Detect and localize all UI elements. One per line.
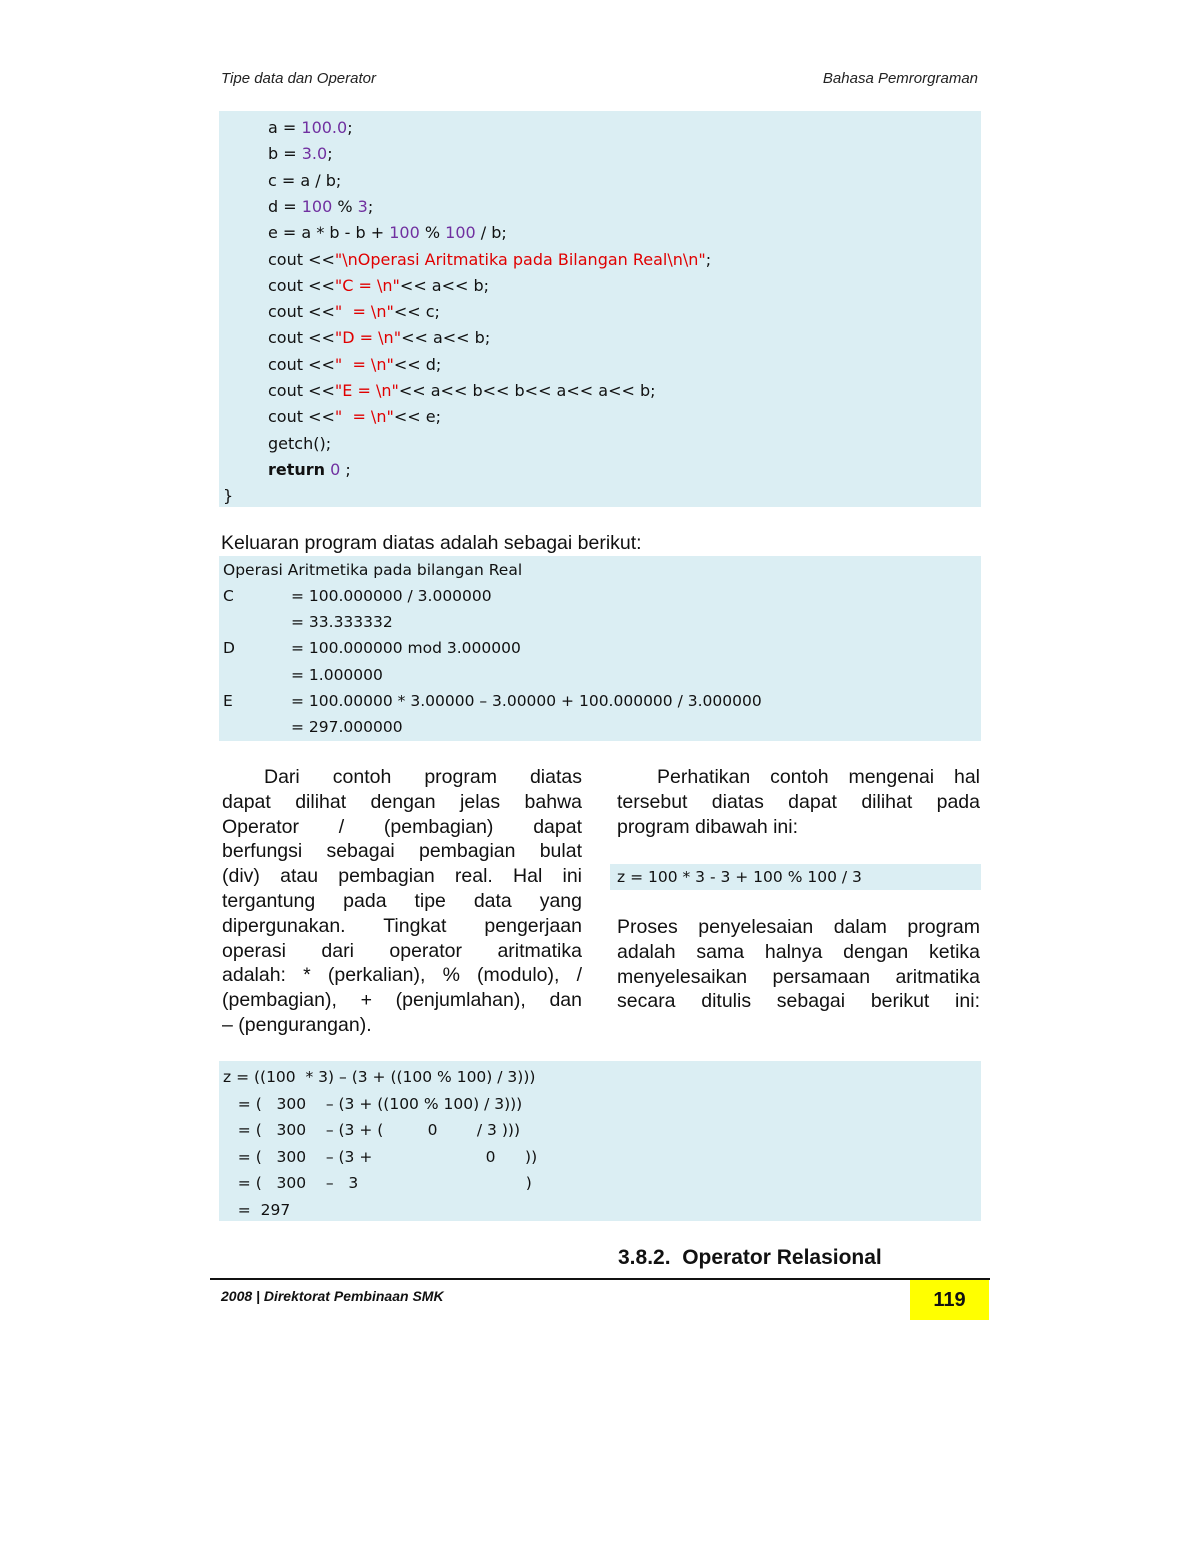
footer-rule bbox=[210, 1278, 990, 1280]
page-header-left: Tipe data dan Operator bbox=[221, 70, 376, 87]
code-token: getch(); bbox=[268, 433, 332, 453]
code-line bbox=[268, 352, 441, 378]
output-row-value: = 297.000000 bbox=[291, 718, 403, 736]
output-row-value: = 100.000000 mod 3.000000 bbox=[291, 639, 521, 658]
evaluation-line: = ( 300 – (3 + ((100 % 100) / 3))) bbox=[223, 1094, 523, 1113]
evaluation-line: = ( 300 – (3 + ( 0 / 3 ))) bbox=[223, 1121, 520, 1140]
code-token: b = bbox=[268, 144, 302, 164]
code-token: ; bbox=[705, 249, 712, 269]
page-number: 119 bbox=[910, 1280, 989, 1320]
code-line bbox=[268, 404, 441, 430]
code-line bbox=[268, 115, 353, 141]
code-token: c = a / b; bbox=[268, 170, 342, 190]
expression-text: z = 100 * 3 - 3 + 100 % 100 / 3 bbox=[617, 868, 862, 886]
code-token: % bbox=[419, 223, 446, 243]
code-token: "\nOperasi Aritmatika pada Bilangan Real\n\n" bbox=[334, 249, 706, 269]
code-token: cout << bbox=[268, 275, 335, 295]
footer-left: 2008 | Direktorat Pembinaan SMK bbox=[221, 1288, 444, 1304]
expression-box bbox=[610, 864, 981, 890]
paragraph-line: dipergunakan. Tingkat pengerjaan bbox=[222, 914, 582, 937]
code-token: 100 bbox=[301, 196, 333, 216]
code-token: d = bbox=[268, 196, 302, 216]
code-line bbox=[268, 431, 331, 457]
code-token: << a<< b; bbox=[399, 275, 490, 295]
code-line bbox=[268, 457, 351, 483]
code-token: ; bbox=[327, 144, 333, 164]
output-row-value: = 100.00000 * 3.00000 – 3.00000 + 100.000000 / 3.000000 bbox=[291, 691, 762, 710]
evaluation-line: = ( 300 – (3 + 0 )) bbox=[223, 1147, 538, 1166]
code-line bbox=[268, 194, 373, 220]
code-token: 3 bbox=[357, 196, 368, 216]
output-row-label: C bbox=[223, 587, 234, 605]
section-heading: 3.8.2. Operator Relasional bbox=[618, 1246, 882, 1269]
output-row-value: = 100.000000 / 3.000000 bbox=[291, 587, 492, 605]
paragraph-line: dapat dilihat dengan jelas bahwa bbox=[222, 790, 582, 813]
output-intro: Keluaran program diatas adalah sebagai berikut: bbox=[221, 532, 642, 554]
code-token: "C = \n" bbox=[334, 275, 400, 295]
code-line bbox=[268, 299, 440, 325]
code-token: << a<< b; bbox=[401, 328, 491, 348]
code-token: e = a * b - b + bbox=[268, 223, 390, 243]
code-token: " = \n" bbox=[334, 407, 394, 427]
paragraph-line: Operator / (pembagian) dapat bbox=[222, 815, 582, 838]
code-token: 100 bbox=[389, 223, 420, 243]
paragraph-line: – (pengurangan). bbox=[222, 1013, 372, 1036]
right-column-intro bbox=[617, 765, 980, 839]
code-token: "D = \n" bbox=[334, 328, 402, 348]
page-header-right: Bahasa Pemrorgraman bbox=[822, 70, 978, 87]
output-row-label: D bbox=[223, 639, 235, 658]
left-column-paragraph bbox=[222, 765, 582, 1038]
code-line bbox=[268, 325, 490, 351]
paragraph-line: Perhatikan contoh mengenai hal bbox=[657, 766, 980, 788]
code-token: cout << bbox=[268, 302, 335, 322]
code-token: cout << bbox=[268, 381, 335, 400]
code-token: % bbox=[332, 196, 358, 216]
code-token: 3.0 bbox=[301, 144, 328, 164]
paragraph-line: program dibawah ini: bbox=[617, 815, 799, 838]
code-token: cout << bbox=[268, 249, 335, 269]
paragraph-line: menyelesaikan persamaan aritmatika bbox=[617, 965, 980, 988]
code-line bbox=[268, 220, 507, 246]
paragraph-line: adalah: * (perkalian), % (modulo), / bbox=[222, 964, 582, 987]
code-token: 100.0 bbox=[301, 118, 348, 137]
paragraph-line: secara ditulis sebagai berikut ini: bbox=[617, 990, 980, 1013]
paragraph-line: operasi dari operator aritmatika bbox=[222, 939, 582, 962]
code-token: << c; bbox=[393, 302, 440, 322]
code-token: " = \n" bbox=[334, 302, 394, 322]
code-block bbox=[219, 111, 981, 507]
evaluation-block bbox=[219, 1061, 981, 1221]
right-column-explanation bbox=[617, 915, 980, 1014]
code-token: ; bbox=[340, 459, 351, 479]
paragraph-line: (div) atau pembagian real. Hal ini bbox=[222, 865, 582, 888]
output-row-value: = 33.333332 bbox=[291, 613, 393, 632]
code-token: cout << bbox=[268, 407, 335, 427]
code-token: " = \n" bbox=[334, 354, 394, 374]
paragraph-line: tersebut diatas dapat dilihat pada bbox=[617, 790, 980, 813]
evaluation-line: z = ((100 * 3) – (3 + ((100 % 100) / 3))) bbox=[223, 1068, 536, 1086]
code-line bbox=[268, 247, 711, 273]
code-line bbox=[268, 141, 333, 167]
code-line bbox=[268, 168, 341, 194]
code-token: << a<< b<< b<< a<< a<< b; bbox=[398, 381, 656, 400]
paragraph-line: Proses penyelesaian dalam program bbox=[617, 916, 980, 938]
code-token: ; bbox=[367, 196, 374, 216]
code-token: 100 bbox=[445, 223, 476, 243]
code-token: cout << bbox=[268, 328, 335, 348]
paragraph-line: berfungsi sebagai pembagian bulat bbox=[222, 840, 582, 863]
output-title: Operasi Aritmetika pada bilangan Real bbox=[223, 561, 523, 579]
code-token: cout << bbox=[268, 354, 335, 374]
code-token: << e; bbox=[393, 407, 441, 427]
code-token: "E = \n" bbox=[334, 381, 399, 400]
code-token: / b; bbox=[475, 223, 507, 243]
code-token: ; bbox=[347, 118, 353, 137]
evaluation-line: = ( 300 – 3 ) bbox=[223, 1174, 532, 1193]
paragraph-line: tergantung pada tipe data yang bbox=[222, 889, 582, 912]
code-line bbox=[268, 273, 489, 299]
code-line bbox=[268, 378, 656, 404]
code-closing-brace: } bbox=[223, 486, 234, 506]
evaluation-line: = 297 bbox=[223, 1201, 291, 1219]
output-row-value: = 1.000000 bbox=[291, 665, 383, 684]
paragraph-line: (pembagian), + (penjumlahan), dan bbox=[222, 989, 582, 1012]
code-token: << d; bbox=[393, 354, 442, 374]
output-block bbox=[219, 556, 981, 741]
paragraph-line: Dari contoh program diatas bbox=[264, 766, 582, 788]
code-token: a = bbox=[268, 118, 302, 137]
output-row-label: E bbox=[223, 691, 233, 710]
code-token: 0 bbox=[330, 459, 341, 479]
paragraph-line: adalah sama halnya dengan ketika bbox=[617, 940, 980, 963]
code-token: return bbox=[268, 459, 326, 479]
